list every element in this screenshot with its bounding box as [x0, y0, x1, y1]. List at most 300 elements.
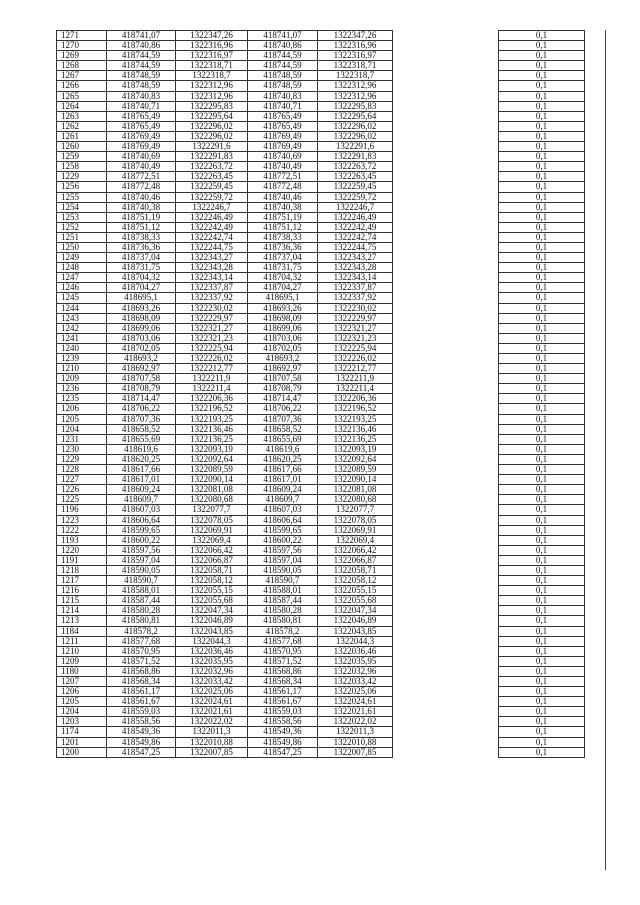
x-new-cell: 418751,12: [248, 222, 318, 232]
x-new-cell: 418769,49: [248, 131, 318, 141]
y-old-cell: 1322196,52: [176, 404, 248, 414]
y-new-cell: 1322035,95: [318, 656, 393, 666]
y-old-cell: 1322226,02: [176, 354, 248, 364]
x-old-cell: 418772,48: [107, 182, 176, 192]
x-new-cell: 418561,67: [248, 697, 318, 707]
column-spacer: [393, 636, 499, 646]
x-old-cell: 418741,07: [107, 31, 176, 41]
x-old-cell: 418769,49: [107, 142, 176, 152]
accuracy-cell: 0,1: [499, 485, 585, 495]
y-new-cell: 1322246,7: [318, 202, 393, 212]
y-old-cell: 1322080,68: [176, 495, 248, 505]
x-new-cell: 418736,36: [248, 242, 318, 252]
accuracy-cell: 0,1: [499, 616, 585, 626]
y-old-cell: 1322010,88: [176, 737, 248, 747]
y-old-cell: 1322047,34: [176, 606, 248, 616]
x-old-cell: 418765,49: [107, 111, 176, 121]
point-number-cell: 1267: [57, 71, 107, 81]
column-spacer: [393, 111, 499, 121]
column-spacer: [393, 354, 499, 364]
column-spacer: [393, 364, 499, 374]
accuracy-cell: 0,1: [499, 51, 585, 61]
point-number-cell: 1203: [57, 717, 107, 727]
y-new-cell: 1322093,19: [318, 444, 393, 454]
point-number-cell: 1210: [57, 646, 107, 656]
table-row: [57, 656, 585, 666]
x-old-cell: 418740,83: [107, 91, 176, 101]
x-old-cell: 418748,59: [107, 71, 176, 81]
y-new-cell: 1322337,92: [318, 293, 393, 303]
accuracy-cell: 0,1: [499, 313, 585, 323]
table-row: [57, 172, 585, 182]
table-row: [57, 142, 585, 152]
x-old-cell: 418698,09: [107, 313, 176, 323]
x-old-cell: 418580,28: [107, 606, 176, 616]
accuracy-cell: 0,1: [499, 131, 585, 141]
accuracy-cell: 0,1: [499, 71, 585, 81]
table-row: [57, 283, 585, 293]
column-spacer: [393, 212, 499, 222]
point-number-cell: 1213: [57, 616, 107, 626]
accuracy-cell: 0,1: [499, 172, 585, 182]
y-old-cell: 1322011,3: [176, 727, 248, 737]
y-new-cell: 1322196,52: [318, 404, 393, 414]
column-spacer: [393, 253, 499, 263]
y-new-cell: 1322259,45: [318, 182, 393, 192]
column-spacer: [393, 485, 499, 495]
y-old-cell: 1322069,4: [176, 535, 248, 545]
y-new-cell: 1322206,36: [318, 394, 393, 404]
y-old-cell: 1322295,83: [176, 101, 248, 111]
point-number-cell: 1263: [57, 111, 107, 121]
point-number-cell: 1264: [57, 101, 107, 111]
y-new-cell: 1322343,14: [318, 273, 393, 283]
y-new-cell: 1322043,85: [318, 626, 393, 636]
x-new-cell: 418609,24: [248, 485, 318, 495]
y-old-cell: 1322337,92: [176, 293, 248, 303]
y-new-cell: 1322318,71: [318, 61, 393, 71]
column-spacer: [393, 727, 499, 737]
y-new-cell: 1322291,83: [318, 152, 393, 162]
column-spacer: [393, 495, 499, 505]
x-new-cell: 418731,75: [248, 263, 318, 273]
column-spacer: [393, 374, 499, 384]
x-new-cell: 418561,17: [248, 687, 318, 697]
x-new-cell: 418571,52: [248, 656, 318, 666]
x-old-cell: 418738,33: [107, 232, 176, 242]
x-old-cell: 418702,05: [107, 343, 176, 353]
accuracy-cell: 0,1: [499, 121, 585, 131]
y-old-cell: 1322007,85: [176, 747, 248, 757]
x-new-cell: 418738,33: [248, 232, 318, 242]
y-old-cell: 1322343,14: [176, 273, 248, 283]
x-new-cell: 418658,52: [248, 424, 318, 434]
column-spacer: [393, 465, 499, 475]
table-row: [57, 354, 585, 364]
point-number-cell: 1222: [57, 525, 107, 535]
point-number-cell: 1228: [57, 465, 107, 475]
x-old-cell: 418590,7: [107, 576, 176, 586]
y-new-cell: 1322024,61: [318, 697, 393, 707]
column-spacer: [393, 414, 499, 424]
table-row: [57, 192, 585, 202]
y-old-cell: 1322136,46: [176, 424, 248, 434]
y-old-cell: 1322321,23: [176, 333, 248, 343]
x-old-cell: 418751,19: [107, 212, 176, 222]
x-old-cell: 418692,97: [107, 364, 176, 374]
table-row: [57, 737, 585, 747]
x-old-cell: 418740,38: [107, 202, 176, 212]
x-new-cell: 418744,59: [248, 61, 318, 71]
x-new-cell: 418765,49: [248, 121, 318, 131]
accuracy-cell: 0,1: [499, 364, 585, 374]
y-old-cell: 1322318,7: [176, 71, 248, 81]
point-number-cell: 1216: [57, 586, 107, 596]
column-spacer: [393, 222, 499, 232]
column-spacer: [393, 41, 499, 51]
y-new-cell: 1322316,96: [318, 41, 393, 51]
column-spacer: [393, 454, 499, 464]
point-number-cell: 1227: [57, 475, 107, 485]
y-old-cell: 1322291,83: [176, 152, 248, 162]
x-new-cell: 418597,56: [248, 545, 318, 555]
y-old-cell: 1322089,59: [176, 465, 248, 475]
accuracy-cell: 0,1: [499, 747, 585, 757]
accuracy-cell: 0,1: [499, 323, 585, 333]
accuracy-cell: 0,1: [499, 354, 585, 364]
y-new-cell: 1322230,02: [318, 303, 393, 313]
y-new-cell: 1322007,85: [318, 747, 393, 757]
column-spacer: [393, 131, 499, 141]
accuracy-cell: 0,1: [499, 475, 585, 485]
accuracy-cell: 0,1: [499, 555, 585, 565]
x-old-cell: 418737,04: [107, 253, 176, 263]
point-number-cell: 1244: [57, 303, 107, 313]
point-number-cell: 1226: [57, 485, 107, 495]
accuracy-cell: 0,1: [499, 142, 585, 152]
x-old-cell: 418588,01: [107, 586, 176, 596]
point-number-cell: 1229: [57, 172, 107, 182]
x-new-cell: 418655,69: [248, 434, 318, 444]
y-old-cell: 1322046,89: [176, 616, 248, 626]
point-number-cell: 1251: [57, 232, 107, 242]
x-old-cell: 418600,22: [107, 535, 176, 545]
y-new-cell: 1322347,26: [318, 31, 393, 41]
table-row: [57, 242, 585, 252]
x-old-cell: 418655,69: [107, 434, 176, 444]
y-old-cell: 1322295,64: [176, 111, 248, 121]
table-row: [57, 707, 585, 717]
point-number-cell: 1241: [57, 333, 107, 343]
x-new-cell: 418617,01: [248, 475, 318, 485]
y-new-cell: 1322242,74: [318, 232, 393, 242]
y-new-cell: 1322066,42: [318, 545, 393, 555]
y-new-cell: 1322295,83: [318, 101, 393, 111]
x-old-cell: 418587,44: [107, 596, 176, 606]
y-old-cell: 1322259,72: [176, 192, 248, 202]
x-new-cell: 418769,49: [248, 142, 318, 152]
y-old-cell: 1322078,05: [176, 515, 248, 525]
accuracy-cell: 0,1: [499, 565, 585, 575]
x-old-cell: 418606,64: [107, 515, 176, 525]
x-new-cell: 418597,04: [248, 555, 318, 565]
x-new-cell: 418703,06: [248, 333, 318, 343]
x-old-cell: 418693,2: [107, 354, 176, 364]
y-old-cell: 1322229,97: [176, 313, 248, 323]
table-row: [57, 475, 585, 485]
accuracy-cell: 0,1: [499, 162, 585, 172]
point-number-cell: 1236: [57, 384, 107, 394]
point-number-cell: 1174: [57, 727, 107, 737]
point-number-cell: 1239: [57, 354, 107, 364]
point-number-cell: 1255: [57, 192, 107, 202]
table-row: [57, 565, 585, 575]
y-old-cell: 1322025,06: [176, 687, 248, 697]
y-new-cell: 1322229,97: [318, 313, 393, 323]
y-new-cell: 1322092,64: [318, 454, 393, 464]
column-spacer: [393, 192, 499, 202]
x-old-cell: 418609,24: [107, 485, 176, 495]
table-row: [57, 162, 585, 172]
point-number-cell: 1217: [57, 576, 107, 586]
y-new-cell: 1322211,9: [318, 374, 393, 384]
y-new-cell: 1322055,15: [318, 586, 393, 596]
x-old-cell: 418744,59: [107, 61, 176, 71]
table-row: [57, 495, 585, 505]
x-old-cell: 418658,52: [107, 424, 176, 434]
table-row: [57, 646, 585, 656]
accuracy-cell: 0,1: [499, 737, 585, 747]
point-number-cell: 1248: [57, 263, 107, 273]
y-new-cell: 1322010,88: [318, 737, 393, 747]
x-old-cell: 418590,05: [107, 565, 176, 575]
point-number-cell: 1211: [57, 636, 107, 646]
y-old-cell: 1322312,96: [176, 91, 248, 101]
x-new-cell: 418588,01: [248, 586, 318, 596]
table-row: [57, 253, 585, 263]
y-old-cell: 1322211,4: [176, 384, 248, 394]
accuracy-cell: 0,1: [499, 41, 585, 51]
table-row: [57, 121, 585, 131]
x-old-cell: 418568,34: [107, 677, 176, 687]
table-row: [57, 81, 585, 91]
y-new-cell: 1322136,46: [318, 424, 393, 434]
y-new-cell: 1322211,4: [318, 384, 393, 394]
y-old-cell: 1322081,08: [176, 485, 248, 495]
x-old-cell: 418599,65: [107, 525, 176, 535]
y-old-cell: 1322347,26: [176, 31, 248, 41]
x-new-cell: 418699,06: [248, 323, 318, 333]
x-old-cell: 418570,95: [107, 646, 176, 656]
point-number-cell: 1196: [57, 505, 107, 515]
point-number-cell: 1204: [57, 707, 107, 717]
accuracy-cell: 0,1: [499, 202, 585, 212]
x-old-cell: 418744,59: [107, 51, 176, 61]
x-old-cell: 418748,59: [107, 81, 176, 91]
x-old-cell: 418731,75: [107, 263, 176, 273]
y-new-cell: 1322032,96: [318, 666, 393, 676]
x-new-cell: 418600,22: [248, 535, 318, 545]
y-old-cell: 1322093,19: [176, 444, 248, 454]
column-spacer: [393, 263, 499, 273]
x-old-cell: 418693,26: [107, 303, 176, 313]
table-row: [57, 505, 585, 515]
x-new-cell: 418577,68: [248, 636, 318, 646]
accuracy-cell: 0,1: [499, 182, 585, 192]
x-new-cell: 418692,97: [248, 364, 318, 374]
x-old-cell: 418704,27: [107, 283, 176, 293]
y-new-cell: 1322089,59: [318, 465, 393, 475]
point-number-cell: 1184: [57, 626, 107, 636]
x-old-cell: 418561,17: [107, 687, 176, 697]
point-number-cell: 1201: [57, 737, 107, 747]
y-new-cell: 1322291,6: [318, 142, 393, 152]
x-new-cell: 418580,81: [248, 616, 318, 626]
y-old-cell: 1322055,68: [176, 596, 248, 606]
x-new-cell: 418607,03: [248, 505, 318, 515]
x-new-cell: 418765,49: [248, 111, 318, 121]
accuracy-cell: 0,1: [499, 283, 585, 293]
y-old-cell: 1322092,64: [176, 454, 248, 464]
point-number-cell: 1235: [57, 394, 107, 404]
accuracy-cell: 0,1: [499, 576, 585, 586]
table-row: [57, 293, 585, 303]
point-number-cell: 1242: [57, 323, 107, 333]
accuracy-cell: 0,1: [499, 81, 585, 91]
column-spacer: [393, 606, 499, 616]
y-old-cell: 1322244,75: [176, 242, 248, 252]
y-old-cell: 1322316,97: [176, 51, 248, 61]
accuracy-cell: 0,1: [499, 454, 585, 464]
point-number-cell: 1229: [57, 454, 107, 464]
table-row: [57, 101, 585, 111]
accuracy-cell: 0,1: [499, 677, 585, 687]
table-row: [57, 666, 585, 676]
x-new-cell: 418740,86: [248, 41, 318, 51]
x-new-cell: 418568,34: [248, 677, 318, 687]
x-old-cell: 418619,6: [107, 444, 176, 454]
accuracy-cell: 0,1: [499, 253, 585, 263]
column-spacer: [393, 242, 499, 252]
table-row: [57, 273, 585, 283]
accuracy-cell: 0,1: [499, 424, 585, 434]
table-row: [57, 596, 585, 606]
y-new-cell: 1322244,75: [318, 242, 393, 252]
point-number-cell: 1231: [57, 434, 107, 444]
y-old-cell: 1322312,96: [176, 81, 248, 91]
y-old-cell: 1322036,46: [176, 646, 248, 656]
x-new-cell: 418549,86: [248, 737, 318, 747]
x-new-cell: 418707,36: [248, 414, 318, 424]
column-spacer: [393, 313, 499, 323]
y-new-cell: 1322081,08: [318, 485, 393, 495]
point-number-cell: 1193: [57, 535, 107, 545]
table-row: [57, 41, 585, 51]
point-number-cell: 1205: [57, 697, 107, 707]
point-number-cell: 1223: [57, 515, 107, 525]
column-spacer: [393, 656, 499, 666]
y-new-cell: 1322263,72: [318, 162, 393, 172]
x-new-cell: 418590,7: [248, 576, 318, 586]
y-old-cell: 1322035,95: [176, 656, 248, 666]
y-new-cell: 1322242,49: [318, 222, 393, 232]
point-number-cell: 1204: [57, 424, 107, 434]
y-new-cell: 1322295,64: [318, 111, 393, 121]
point-number-cell: 1215: [57, 596, 107, 606]
x-old-cell: 418769,49: [107, 131, 176, 141]
x-new-cell: 418741,07: [248, 31, 318, 41]
accuracy-cell: 0,1: [499, 192, 585, 202]
point-number-cell: 1225: [57, 495, 107, 505]
point-number-cell: 1218: [57, 565, 107, 575]
point-number-cell: 1250: [57, 242, 107, 252]
column-spacer: [393, 626, 499, 636]
x-old-cell: 418765,49: [107, 121, 176, 131]
table-row: [57, 404, 585, 414]
x-old-cell: 418620,25: [107, 454, 176, 464]
column-spacer: [393, 121, 499, 131]
point-number-cell: 1258: [57, 162, 107, 172]
table-row: [57, 212, 585, 222]
point-number-cell: 1246: [57, 283, 107, 293]
x-new-cell: 418693,26: [248, 303, 318, 313]
accuracy-cell: 0,1: [499, 293, 585, 303]
accuracy-cell: 0,1: [499, 626, 585, 636]
accuracy-cell: 0,1: [499, 515, 585, 525]
x-new-cell: 418587,44: [248, 596, 318, 606]
point-number-cell: 1210: [57, 364, 107, 374]
x-new-cell: 418702,05: [248, 343, 318, 353]
y-new-cell: 1322212,77: [318, 364, 393, 374]
column-spacer: [393, 202, 499, 212]
y-old-cell: 1322246,49: [176, 212, 248, 222]
x-old-cell: 418740,86: [107, 41, 176, 51]
column-spacer: [393, 61, 499, 71]
table-row: [57, 61, 585, 71]
x-new-cell: 418748,59: [248, 81, 318, 91]
y-old-cell: 1322058,71: [176, 565, 248, 575]
point-number-cell: 1268: [57, 61, 107, 71]
accuracy-cell: 0,1: [499, 212, 585, 222]
point-number-cell: 1253: [57, 212, 107, 222]
accuracy-cell: 0,1: [499, 596, 585, 606]
x-new-cell: 418578,2: [248, 626, 318, 636]
y-new-cell: 1322033,42: [318, 677, 393, 687]
x-old-cell: 418707,58: [107, 374, 176, 384]
table-row: [57, 555, 585, 565]
x-new-cell: 418707,58: [248, 374, 318, 384]
x-old-cell: 418597,04: [107, 555, 176, 565]
column-spacer: [393, 586, 499, 596]
y-new-cell: 1322136,25: [318, 434, 393, 444]
page-margin-line: [605, 30, 606, 870]
table-row: [57, 343, 585, 353]
x-old-cell: 418580,81: [107, 616, 176, 626]
table-row: [57, 717, 585, 727]
table-row: [57, 687, 585, 697]
y-old-cell: 1322318,71: [176, 61, 248, 71]
x-new-cell: 418740,38: [248, 202, 318, 212]
column-spacer: [393, 565, 499, 575]
table-row: [57, 182, 585, 192]
x-old-cell: 418751,12: [107, 222, 176, 232]
x-new-cell: 418570,95: [248, 646, 318, 656]
accuracy-cell: 0,1: [499, 687, 585, 697]
table-row: [57, 202, 585, 212]
table-row: [57, 727, 585, 737]
y-new-cell: 1322193,25: [318, 414, 393, 424]
table-row: [57, 222, 585, 232]
